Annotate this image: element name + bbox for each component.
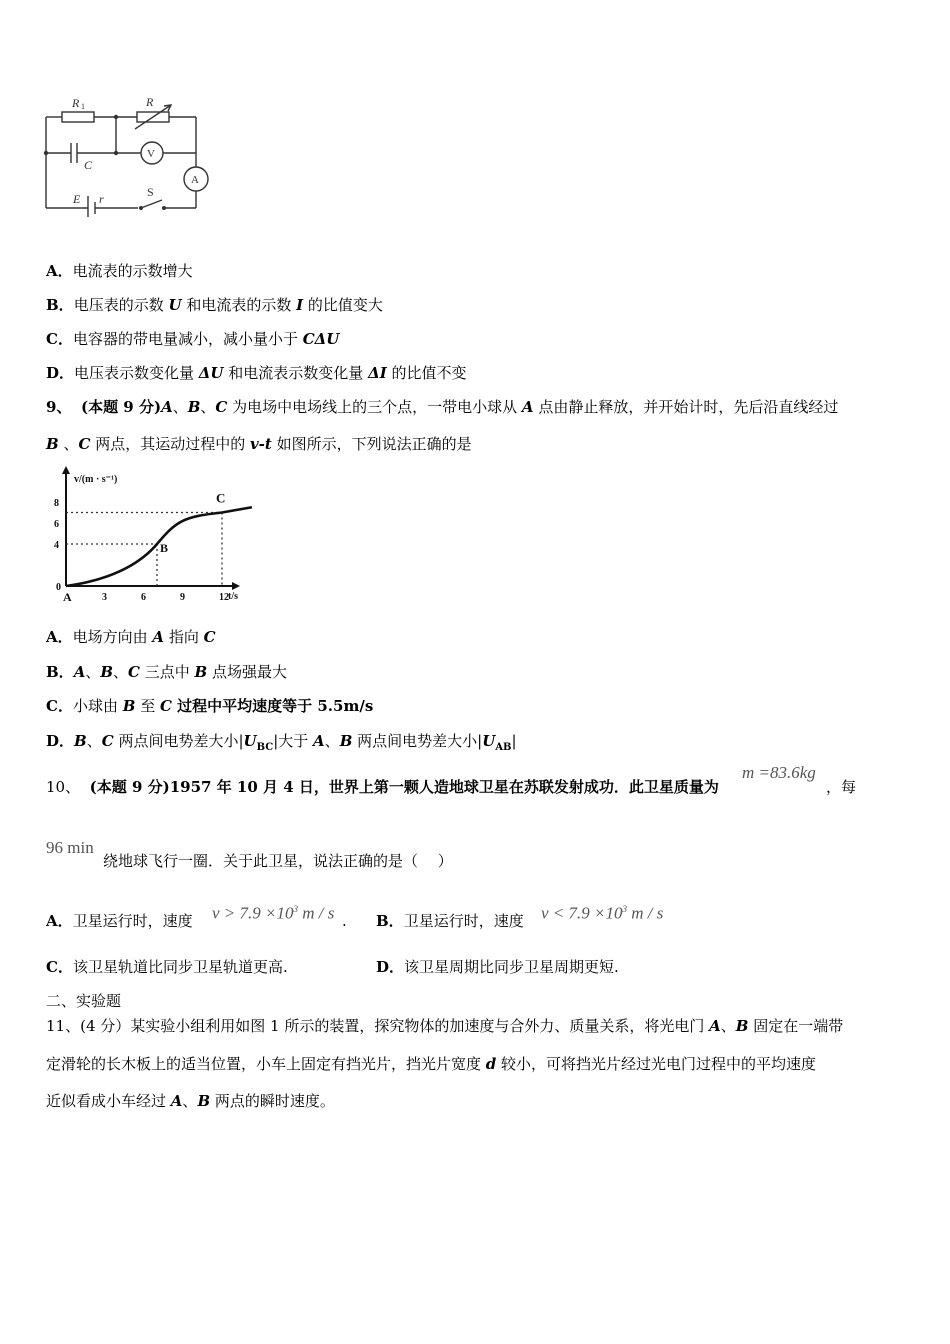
q10-option-c: C．该卫星轨道比同步卫星轨道更高. xyxy=(46,958,288,976)
q9-stem-line2: B 、C 两点，其运动过程中的 v-t 如图所示，下列说法正确的是 xyxy=(46,435,472,453)
q10-stem-line2: 绕地球飞行一圈．关于此卫星，说法正确的是（ ） xyxy=(103,852,453,870)
q10-option-b: B．卫星运行时，速度 xyxy=(376,912,524,930)
label-e: E xyxy=(73,192,81,206)
label-r1-sub: 1 xyxy=(81,102,85,111)
y-tick-label: 8 xyxy=(54,498,59,509)
q8-option-d: D．电压表示数变化量 ΔU 和电流表示数变化量 ΔI 的比值不变 xyxy=(46,364,467,382)
q11-line1: 11、(4 分）某实验小组利用如图 1 所示的装置，探究物体的加速度与合外力、质量关系，将光电门 A、B 固定在一端带 xyxy=(46,1017,844,1035)
q9-option-a: A．电场方向由 A 指向 C xyxy=(46,628,216,646)
q8-option-b: B．电压表的示数 U 和电流表的示数 I 的比值变大 xyxy=(46,296,383,314)
x-tick-label: 9 xyxy=(180,592,185,603)
q9-option-d: D．B、C 两点间电势差大小$|U_{BC}|$大于 A、B 两点间电势差大小$|U_{AB}|$ xyxy=(46,732,517,753)
point-label-c: C xyxy=(216,490,226,506)
label-c: C xyxy=(84,158,93,172)
resistor-r1 xyxy=(62,112,94,122)
label-s: S xyxy=(147,185,154,199)
label-r: R xyxy=(146,95,154,109)
vt-chart xyxy=(46,464,261,604)
circuit-diagram xyxy=(40,92,215,217)
q10-option-d: D．该卫星周期比同步卫星周期更短. xyxy=(376,958,619,976)
label-a: A xyxy=(191,174,199,186)
q10-option-a-end: . xyxy=(342,912,347,930)
q8-option-c: C．电容器的带电量减小，减小量小于 CΔU xyxy=(46,330,340,348)
q10-option-a: A．卫星运行时，速度 xyxy=(46,912,193,930)
q10-stem-line1: 10、 (本题 9 分)1957 年 10 月 4 日，世界上第一颗人造地球卫星在苏联发射成功．此卫星质量为 xyxy=(46,778,719,796)
y-axis-label: v/(m · s⁻¹) xyxy=(74,474,118,485)
q9-option-b: B．A、B、C 三点中 B 点场强最大 xyxy=(46,663,288,681)
label-v: V xyxy=(147,148,155,160)
vt-curve xyxy=(66,507,252,586)
x-tick-label: 12 xyxy=(219,592,229,603)
label-r1: R xyxy=(72,96,80,110)
q9-option-c: C．小球由 B 至 C 过程中平均速度等于 5.5m/s xyxy=(46,697,374,715)
q10-period-formula: 96 min xyxy=(46,838,94,857)
point-label-a: A xyxy=(63,590,72,604)
q10-option-a-formula: $v > 7.9 \times 10^3$ m / s xyxy=(212,903,335,923)
switch-s xyxy=(141,200,162,208)
origin-label: 0 xyxy=(56,582,61,593)
y-tick-label: 6 xyxy=(54,519,59,530)
q10-option-b-formula: $v < 7.9 \times 10^3$ m / s xyxy=(541,903,664,923)
label-r-internal: r xyxy=(99,192,104,206)
q11-line3: 近似看成小车经过 A、B 两点的瞬时速度。 xyxy=(46,1092,335,1110)
q10-stem-tail: ，每 xyxy=(826,778,857,796)
x-axis-label: t/s xyxy=(228,591,238,602)
section-title: 二、实验题 xyxy=(46,992,122,1010)
q11-line2: 定滑轮的长木板上的适当位置，小车上固定有挡光片，挡光片宽度 d 较小，可将挡光片经过光电门过程中的平均速度 xyxy=(46,1055,817,1073)
x-tick-label: 6 xyxy=(141,592,146,603)
x-tick-label: 3 xyxy=(102,592,107,603)
q8-option-a: A．电流表的示数增大 xyxy=(46,262,193,280)
q10-mass-formula: m =83.6kg xyxy=(742,763,816,782)
point-label-b: B xyxy=(160,541,169,555)
q9-stem-line1: 9、 (本题 9 分)A、B、C 为电场中电场线上的三个点，一带电小球从 A 点由静止释放，并开始计时，先后沿直线经过 xyxy=(46,398,839,416)
y-tick-label: 4 xyxy=(54,540,59,551)
